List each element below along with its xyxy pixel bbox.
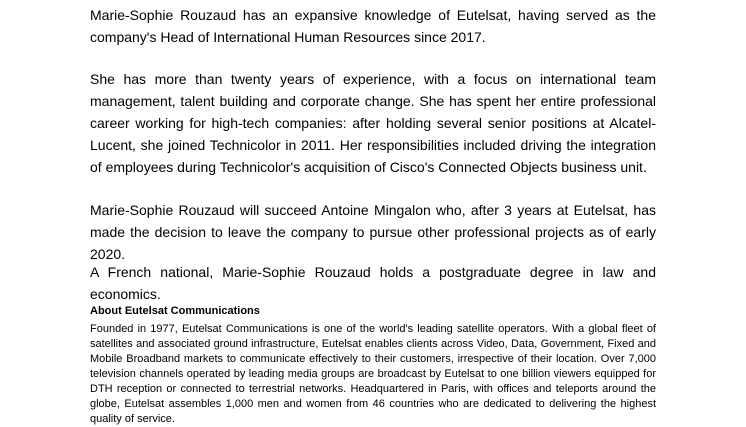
paragraph-experience: She has more than twenty years of experience, with a focus on international team management, talent building and corporate change. She has spent her entire professional career working for high-tech companies: after holding several senior positions at Alcatel-Lucent, she joined Technicolor in 2011. Her responsibilities included driving the integration of employees during Technicolor's acquisition of Cisco's Connected Objects business unit. xyxy=(90,71,656,175)
about-body: Founded in 1977, Eutelsat Communications is one of the world's leading satellite operators. With a global fleet of satellites and associated ground infrastructure, Eutelsat enables clients across Video, Data, Government, Fixed and Mobile Broadband markets to communicate effectively to their customers, irrespective of their location. Over 7,000 television channels operated by leading media groups are broadcast by Eutelsat to one billion viewers equipped for DTH reception or connected to terrestrial networks. Headquartered in Paris, with offices and teleports around the globe, Eutelsat assembles 1,000 men and women from 46 countries who are dedicated to delivering the highest quality of service. xyxy=(90,323,656,425)
paragraph-background: Marie-Sophie Rouzaud has an expansive knowledge of Eutelsat, having served as the company's Head of International Human Resources since 2017. xyxy=(90,7,656,45)
paragraph-education: A French national, Marie-Sophie Rouzaud holds a postgraduate degree in law and economics. xyxy=(90,264,656,302)
paragraph-succession: Marie-Sophie Rouzaud will succeed Antoine Mingalon who, after 3 years at Eutelsat, has made the decision to leave the company to pursue other professional projects as of early 2020. xyxy=(90,202,656,262)
about-heading: About Eutelsat Communications xyxy=(90,305,260,317)
